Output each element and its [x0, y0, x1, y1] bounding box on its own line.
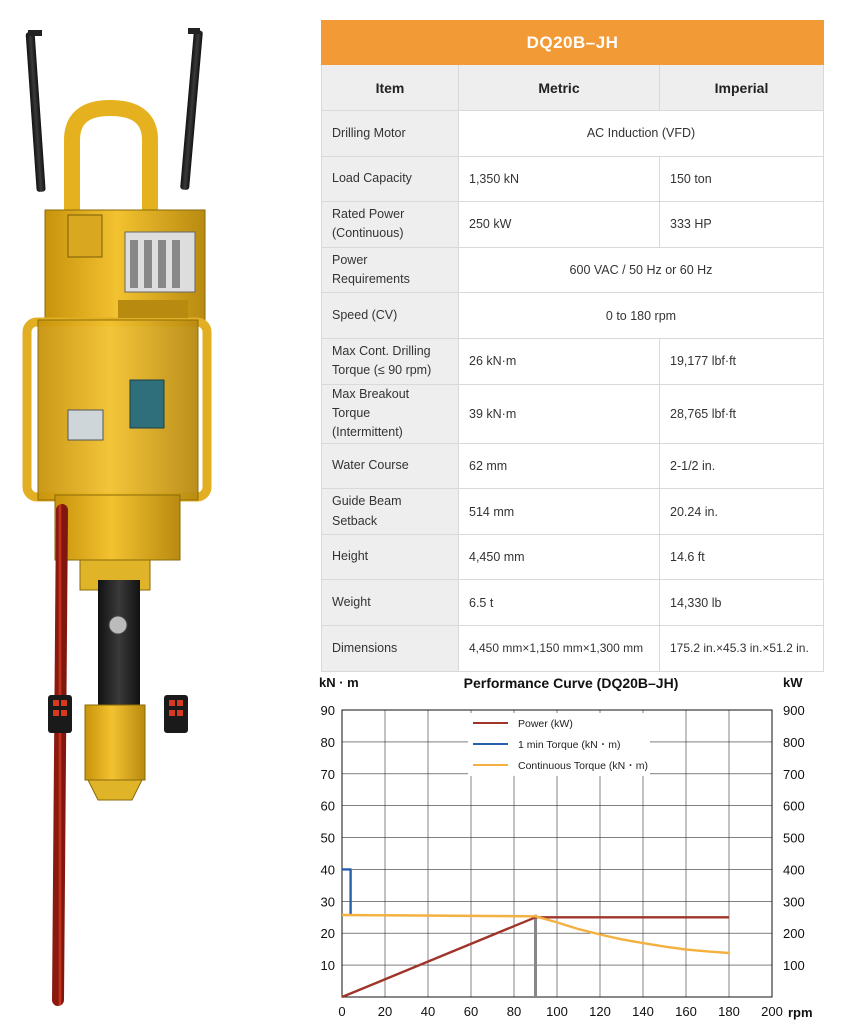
row-imperial: 20.24 in.: [660, 489, 824, 535]
y-tick-label-left: 20: [320, 926, 335, 942]
x-tick-label: 160: [675, 1004, 697, 1019]
row-value: 0 to 180 rpm: [459, 293, 824, 339]
table-row: [322, 580, 824, 626]
row-label-line1: Max Cont. Drilling: [332, 343, 431, 358]
y-tick-label-left: 90: [320, 703, 335, 718]
header-item: Item: [322, 65, 459, 111]
row-label-line1: Rated Power: [332, 207, 405, 222]
x-tick-label: 0: [338, 1004, 346, 1019]
y-tick-label-left: 40: [320, 862, 335, 878]
row-label: Height: [322, 534, 459, 580]
y-tick-label-left: 30: [320, 894, 335, 910]
gearbox: [55, 495, 180, 560]
row-metric: 62 mm: [459, 443, 660, 489]
x-tick-label: 140: [632, 1004, 654, 1019]
row-metric: 6.5 t: [459, 580, 660, 626]
y-tick-label-right: 300: [783, 894, 805, 910]
table-row: [322, 202, 824, 248]
row-imperial: 175.2 in.×45.3 in.×51.2 in.: [660, 626, 824, 672]
saver-sub: [85, 705, 145, 780]
row-metric: 514 mm: [459, 489, 660, 535]
row-metric: 4,450 mm: [459, 534, 660, 580]
table-row: [322, 384, 824, 443]
table-row: [322, 626, 824, 672]
bail: [72, 108, 150, 215]
table-title: DQ20B–JH: [322, 21, 824, 65]
legend-label: Power (kW): [518, 718, 573, 730]
row-imperial: 19,177 lbf·ft: [660, 338, 824, 384]
y-tick-label-left: 10: [320, 958, 335, 974]
row-label-line2: Torque (≤ 90 rpm): [332, 363, 432, 378]
link-arm-right: [180, 28, 203, 190]
main-shaft: [98, 580, 140, 710]
performance-chart: [305, 668, 850, 1024]
legend-label: 1 min Torque (kN・m): [518, 739, 621, 751]
table-row: [322, 111, 824, 157]
series-line-1: [342, 869, 351, 914]
row-value: AC Induction (VFD): [459, 111, 824, 157]
y-tick-label-right: 100: [783, 958, 805, 974]
row-metric: 26 kN·m: [459, 338, 660, 384]
y-tick-label-right: 600: [783, 798, 805, 814]
row-label-line1: Max Breakout Torque: [332, 386, 410, 420]
legend-label: Continuous Torque (kN・m): [518, 760, 648, 772]
row-label: Drilling Motor: [322, 111, 459, 157]
row-imperial: 14.6 ft: [660, 534, 824, 580]
table-row: [322, 156, 824, 202]
table-row: [322, 247, 824, 293]
y-axis-left-label: kN · m: [319, 675, 359, 690]
x-tick-label: 100: [546, 1004, 568, 1019]
x-tick-label: 180: [718, 1004, 740, 1019]
header-imperial: Imperial: [660, 65, 824, 111]
row-label: Speed (CV): [322, 293, 459, 339]
y-tick-label-left: 50: [320, 830, 335, 846]
x-tick-label: 20: [377, 1004, 393, 1019]
y-tick-label-right: 200: [783, 926, 805, 942]
row-label: [322, 338, 459, 384]
row-label-line2: (Continuous): [332, 226, 404, 241]
row-label: Load Capacity: [322, 156, 459, 202]
spec-table: [321, 20, 824, 672]
y-tick-label-left: 60: [320, 798, 335, 814]
row-metric: 250 kW: [459, 202, 660, 248]
link-arm-left: [26, 30, 46, 192]
row-imperial: 14,330 lb: [660, 580, 824, 626]
y-tick-label-right: 900: [783, 703, 805, 718]
chart-title: Performance Curve (DQ20B–JH): [463, 675, 679, 691]
row-label: Guide Beam Setback: [322, 489, 459, 535]
row-imperial: 2-1/2 in.: [660, 443, 824, 489]
y-tick-label-right: 700: [783, 766, 805, 782]
row-label: Power Requirements: [322, 247, 459, 293]
row-label: [322, 202, 459, 248]
row-label: Weight: [322, 580, 459, 626]
x-tick-label: 120: [589, 1004, 611, 1019]
y-tick-label-right: 400: [783, 862, 805, 878]
y-tick-label-left: 80: [320, 734, 335, 750]
row-imperial: 333 HP: [660, 202, 824, 248]
table-row: [322, 534, 824, 580]
row-imperial: 28,765 lbf·ft: [660, 384, 824, 443]
hose-left: [58, 510, 62, 1000]
row-label: [322, 384, 459, 443]
x-axis-label: rpm: [788, 1005, 813, 1020]
header-metric: Metric: [459, 65, 660, 111]
row-metric: 4,450 mm×1,150 mm×1,300 mm: [459, 626, 660, 672]
x-tick-label: 40: [420, 1004, 436, 1019]
x-tick-label: 80: [506, 1004, 522, 1019]
x-tick-label: 200: [761, 1004, 783, 1019]
table-row: [322, 489, 824, 535]
table-row: [322, 293, 824, 339]
row-label-line2: (Intermittent): [332, 425, 403, 440]
row-metric: 1,350 kN: [459, 156, 660, 202]
row-value: 600 VAC / 50 Hz or 60 Hz: [459, 247, 824, 293]
y-tick-label-right: 800: [783, 734, 805, 750]
row-imperial: 150 ton: [660, 156, 824, 202]
x-tick-label: 60: [463, 1004, 479, 1019]
table-row: [322, 443, 824, 489]
top-drive-illustration: [0, 0, 300, 1024]
row-label: Dimensions: [322, 626, 459, 672]
row-metric: 39 kN·m: [459, 384, 660, 443]
y-axis-right-label: kW: [783, 675, 803, 690]
y-tick-label-left: 70: [320, 766, 335, 782]
y-tick-label-right: 500: [783, 830, 805, 846]
table-row: [322, 338, 824, 384]
row-label: Water Course: [322, 443, 459, 489]
